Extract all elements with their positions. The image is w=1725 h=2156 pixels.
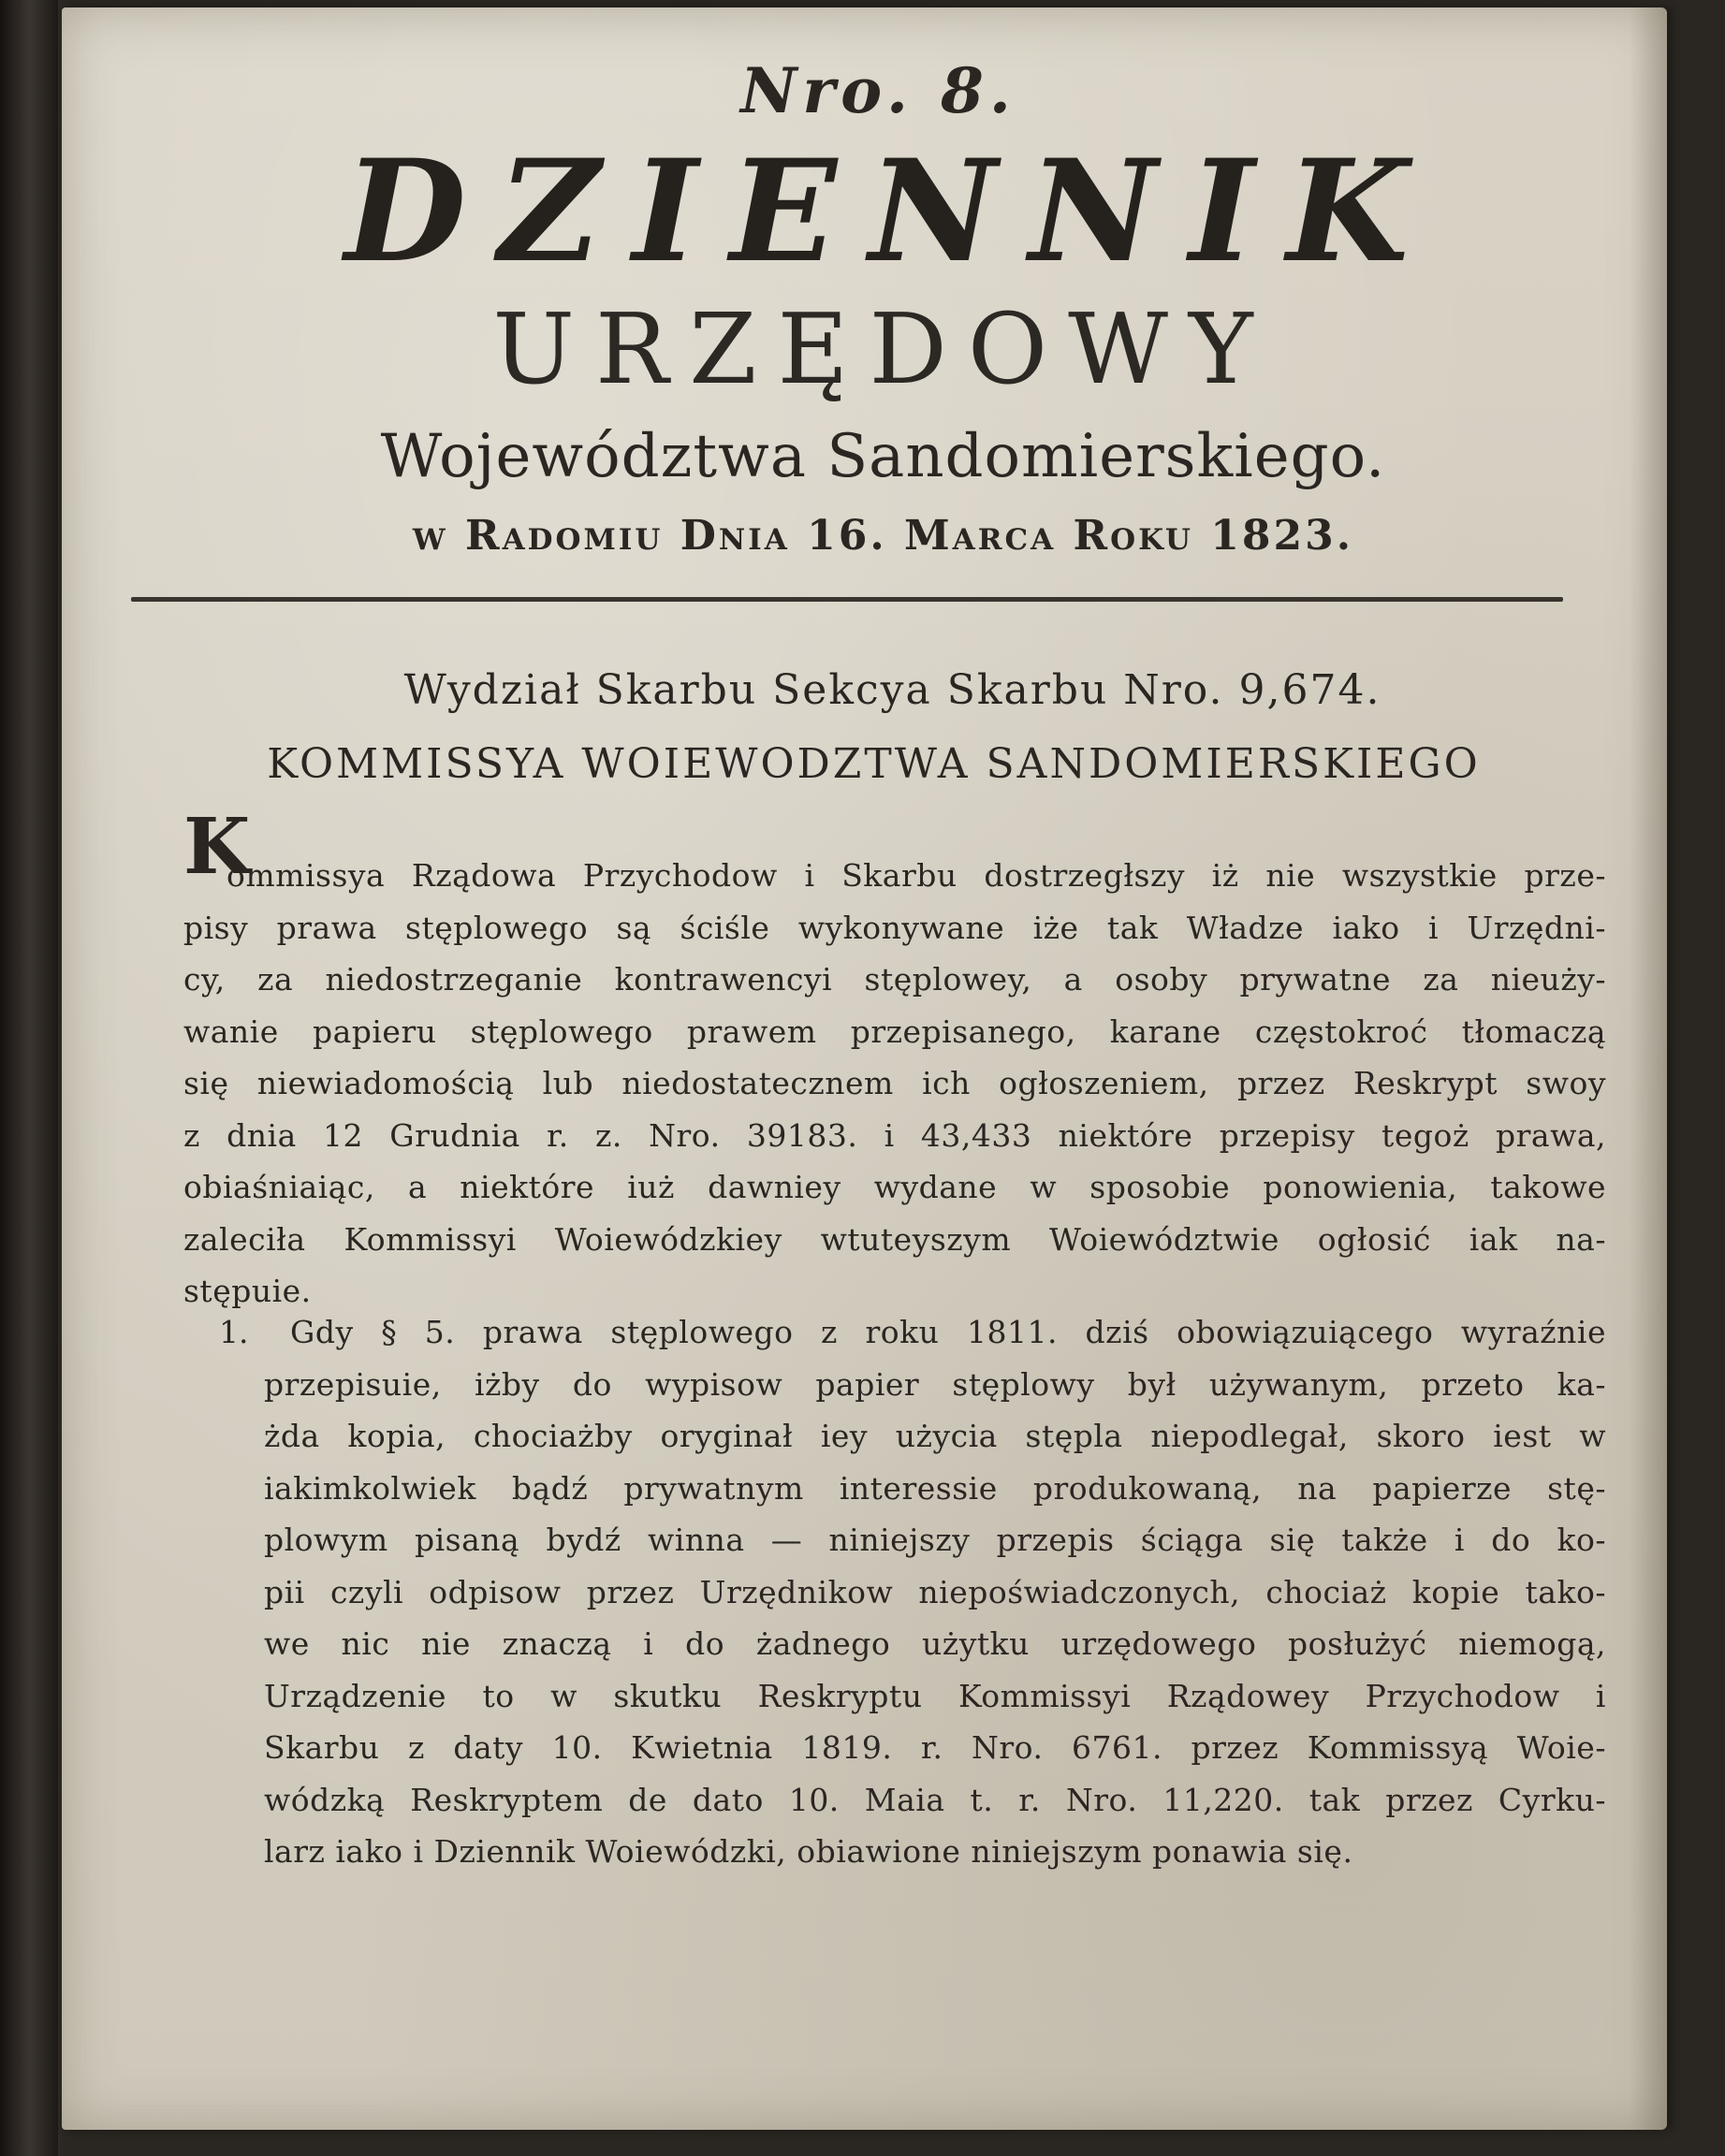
item-line: Skarbu z daty 10. Kwietnia 1819. r. Nro. 6761. przez Kommissyą Woie-: [264, 1729, 1606, 1766]
item-line: przepisuie, iżby do wypisow papier stęplowy był używanym, przeto ka-: [264, 1365, 1606, 1403]
body-line: zaleciła Kommissyi Woiewódzkiey wtuteyszym Woiewództwie ogłosić iak na-: [183, 1220, 1606, 1258]
body-line: się niewiadomością lub niedostatecznem ich ogłoszeniem, przez Reskrypt swoy: [183, 1065, 1606, 1101]
item-line: we nic nie znaczą i do żadnego użytku urzędowego posłużyć niemogą,: [264, 1625, 1606, 1662]
newspaper-subtitle: URZĘDOWY: [492, 292, 1274, 406]
item-line: iakimkolwiek bądź prywatnym interessie produkowaną, na papierze stę-: [264, 1469, 1606, 1507]
commission-heading: KOMMISSYA WOIEWODZTWA SANDOMIERSKIEGO: [267, 740, 1481, 788]
item-line: wódzką Reskryptem de dato 10. Maia t. r. Nro. 11,220. tak przez Cyrku-: [264, 1781, 1606, 1818]
body-line: ommissya Rządowa Przychodow i Skarbu dostrzegłszy iż nie wszystkie prze-: [227, 857, 1606, 894]
region-line: Województwa Sandomierskiego.: [380, 422, 1386, 491]
body-line: pisy prawa stęplowego są ściśle wykonywane iże tak Władze iako i Urzędni-: [183, 909, 1606, 946]
item-line: żda kopia, chociażby oryginał iey użycia stępla niepodlegał, skoro iest w: [264, 1418, 1606, 1454]
dateline: w Radomiu Dnia 16. Marca Roku 1823.: [412, 512, 1354, 560]
issue-number: Nro. 8.: [740, 54, 1016, 127]
item-line: plowym pisaną bydź winna — niniejszy przepis ściąga się także i do ko-: [264, 1522, 1606, 1558]
drop-cap: K: [183, 802, 251, 892]
department-heading: Wydział Skarbu Sekcya Skarbu Nro. 9,674.: [403, 666, 1381, 714]
body-line: wanie papieru stęplowego prawem przepisanego, karane częstokroć tłomaczą: [183, 1012, 1606, 1050]
item-line: larz iako i Dziennik Woiewódzki, obiawione niniejszym ponawia się.: [264, 1833, 1353, 1870]
item-line: Gdy § 5. prawa stęplowego z roku 1811. dziś obowiązuiącego wyraźnie: [290, 1314, 1606, 1350]
document-page: [62, 7, 1667, 2130]
newspaper-title: DZIENNIK: [344, 129, 1440, 294]
body-line: obiaśniaiąc, a niektóre iuż dawniey wydane w sposobie ponowienia, takowe: [183, 1169, 1606, 1205]
body-paragraph: [183, 850, 1606, 1318]
body-line: z dnia 12 Grudnia r. z. Nro. 39183. i 43,433 niektóre przepisy tegoż prawa,: [183, 1116, 1606, 1154]
item-line: pii czyli odpisow przez Urzędnikow niepoświadczonych, chociaż kopie tako-: [264, 1573, 1606, 1610]
body-line: cy, za niedostrzeganie kontrawencyi stęplowey, a osoby prywatne za nieuży-: [183, 961, 1606, 998]
book-spine: [0, 0, 58, 2156]
body-line: stępuie.: [183, 1273, 312, 1309]
item-number: 1.: [219, 1314, 249, 1350]
item-line: Urządzenie to w skutku Reskryptu Kommissyi Rządowey Przychodow i: [264, 1677, 1606, 1714]
masthead-divider: [131, 597, 1563, 602]
numbered-item: [219, 1306, 1606, 1878]
